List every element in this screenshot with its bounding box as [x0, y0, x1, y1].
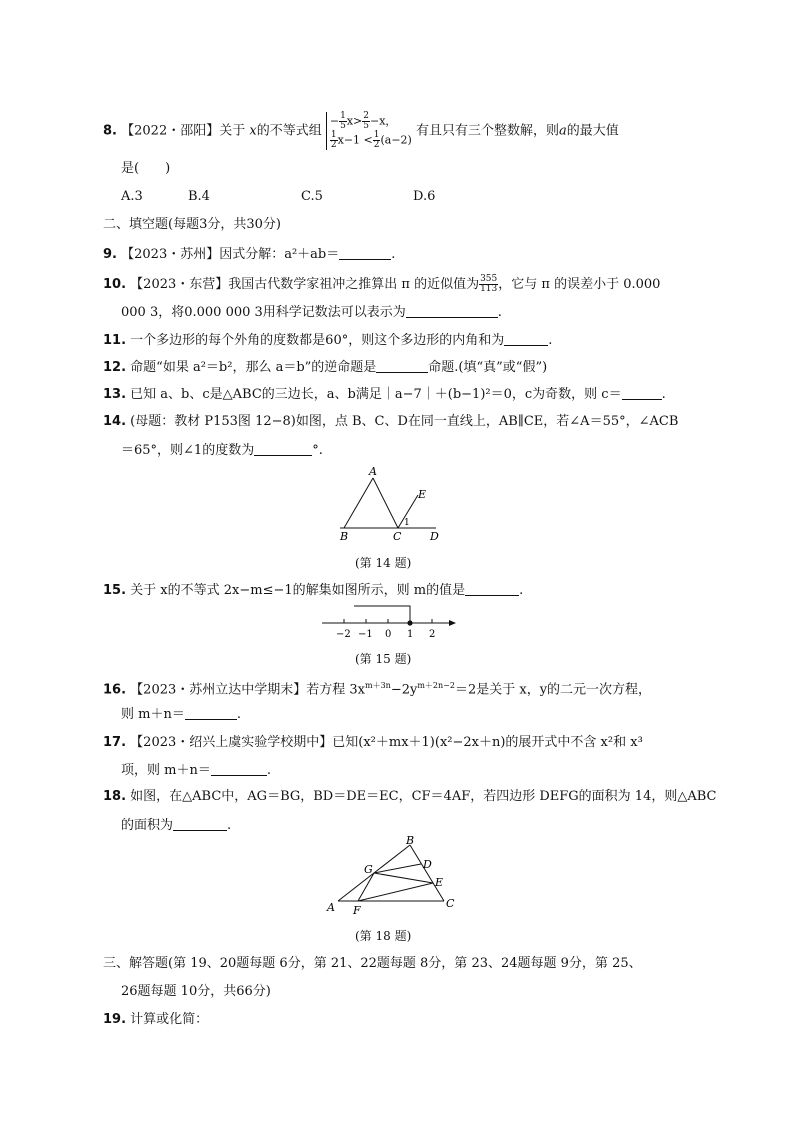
question-text: ＝65°，则∠1的度数为 — [121, 443, 255, 458]
question-text: 【2023・苏州】因式分解：a²＋ab＝ — [121, 247, 340, 262]
question-16 — [103, 677, 651, 699]
fraction: $\frac{1}{2}$ — [330, 130, 337, 150]
question-text: 有且只有三个整数解，则 — [415, 123, 559, 139]
question-text: . — [548, 333, 553, 348]
option-c: C.5 — [301, 189, 323, 204]
answer-blank[interactable] — [622, 385, 662, 400]
tick-label: 1 — [407, 629, 414, 640]
label-e: E — [435, 876, 444, 889]
section-heading-answer: 三、解答题(第 19、20题每题 6分，第 21、22题每题 8分，第 23、24题每题 9分，第 25、 — [103, 956, 642, 971]
answer-blank[interactable] — [254, 441, 312, 456]
exponent: m＋2n−2 — [417, 681, 455, 690]
segment-ge — [374, 873, 433, 883]
question-number: 10. — [103, 277, 127, 292]
segment-ab — [344, 478, 373, 528]
question-10 — [103, 275, 660, 294]
question-text: 【2023・苏州立达中学期末】若方程 3x — [130, 682, 365, 698]
question-text: 命题“如果 a²＝b²，那么 a＝b”的逆命题是 — [130, 360, 377, 375]
label-angle-1: 1 — [404, 518, 410, 528]
question-text: . — [391, 247, 396, 262]
question-text: 的不等式组 — [256, 123, 322, 139]
solid-point — [407, 620, 412, 625]
question-text: 的最大值 — [566, 123, 619, 139]
number-line-figure — [318, 602, 462, 640]
question-text: . — [236, 707, 241, 722]
question-number: 9. — [103, 247, 117, 262]
question-text: 已知 a、b、c是△ABC的三边长，a、b满足｜a−7｜＋(b−1)²＝0，c为奇数，则 c＝ — [130, 387, 622, 402]
question-text: −2y — [390, 682, 418, 698]
question-text: 项，则 m＋n＝ — [121, 763, 211, 778]
segment-fe — [358, 883, 433, 901]
question-text: . — [497, 305, 502, 320]
segment-gd — [374, 864, 421, 873]
answer-blank[interactable] — [339, 245, 391, 260]
label-a: A — [369, 465, 377, 478]
section-heading-fill-in: 二、填空题(每题3分，共30分) — [103, 217, 281, 232]
question-10-line2 — [121, 303, 502, 322]
answer-blank[interactable] — [185, 705, 237, 720]
tick-label: 0 — [385, 629, 392, 640]
answer-blank[interactable] — [406, 303, 498, 318]
figure-18-caption: (第 18 题) — [355, 929, 412, 943]
question-source: 【2022・邵阳】 — [121, 123, 220, 139]
question-text: 关于 — [219, 123, 246, 139]
question-11 — [103, 331, 552, 350]
question-17 — [103, 734, 643, 752]
answer-blank[interactable] — [211, 761, 267, 776]
fraction: $\frac{2}{5}$ — [363, 111, 369, 131]
answer-blank[interactable] — [173, 816, 227, 831]
solution-ray — [354, 606, 410, 623]
label-d: D — [423, 858, 432, 871]
fraction: $\frac{1}{5}$ — [340, 111, 346, 131]
question-number: 14. — [103, 414, 127, 429]
question-text: 计算或化简： — [130, 1012, 209, 1027]
figure-18 — [320, 836, 460, 916]
question-number: 19. — [103, 1012, 127, 1027]
question-19 — [103, 1011, 208, 1029]
label-d: D — [430, 530, 439, 543]
variable: x — [249, 123, 257, 139]
section-heading-answer-line2: 26题每题 10分，共66分) — [121, 984, 271, 999]
question-text: . — [266, 763, 271, 778]
label-b: B — [340, 530, 349, 543]
label-a: A — [327, 901, 335, 914]
question-number: 11. — [103, 333, 127, 348]
question-number: 8. — [103, 123, 117, 139]
answer-blank[interactable] — [376, 358, 428, 373]
question-text: (母题：教材 P153图 12−8)如图，点 B、C、D在同一直线上，AB∥CE，若∠A＝55°，∠ACB — [130, 414, 679, 429]
label-f: F — [353, 904, 361, 916]
option-d: D.6 — [413, 189, 436, 204]
question-text: 则 m＋n＝ — [121, 707, 185, 722]
question-text: 000 3，将0.000 000 3用科学记数法可以表示为 — [121, 305, 406, 320]
question-text: 【2023・东营】我国古代数学家祖冲之推算出 π 的近似值为 — [130, 277, 480, 292]
question-number: 15. — [103, 583, 127, 598]
label-g: G — [364, 863, 373, 876]
question-text: °. — [312, 443, 323, 458]
question-text: 【2023・绍兴上虞实验学校期中】已知(x²＋mx＋1)(x²−2x＋n)的展开式中不含 x²和 x³ — [130, 735, 643, 750]
segment-gf — [358, 873, 374, 901]
question-text: 关于 x的不等式 2x−m≤−1的解集如图所示，则 m的值是 — [130, 583, 466, 598]
question-number: 16. — [103, 682, 127, 698]
inequality-2: $\frac{1}{2}$ x−1 < $\frac{1}{2}$ (a−2) — [330, 130, 412, 150]
question-17-line2 — [121, 761, 271, 780]
question-text: 的面积为 — [121, 818, 174, 833]
tick-label: −1 — [358, 629, 373, 640]
question-15 — [103, 581, 523, 600]
label-b: B — [406, 836, 415, 847]
figure-14 — [330, 462, 450, 544]
inequality-system — [326, 112, 412, 150]
question-8 — [103, 112, 619, 150]
question-text: 命题.(填“真”或“假”) — [428, 360, 548, 375]
question-text: . — [519, 583, 524, 598]
question-text: 一个多边形的每个外角的度数都是60°，则这个多边形的内角和为 — [130, 333, 505, 348]
option-b: B.4 — [188, 189, 210, 204]
question-13 — [103, 385, 666, 404]
tick-label: 2 — [429, 629, 436, 640]
fraction: $\frac{355}{113}$ — [480, 274, 498, 294]
question-text: 如图，在△ABC中，AG＝BG，BD＝DE＝EC，CF＝4AF，若四边形 DEFG的面积为 14，则△ABC — [130, 789, 717, 804]
question-16-line2 — [121, 705, 241, 724]
question-14-line2 — [121, 441, 323, 460]
figure-15-caption: (第 15 题) — [355, 652, 412, 666]
segment-bc — [410, 845, 444, 901]
question-8-line2: 是( ) — [121, 161, 171, 176]
question-text: . — [227, 818, 232, 833]
question-number: 12. — [103, 360, 127, 375]
label-e: E — [418, 488, 427, 501]
tick-label: −2 — [336, 629, 351, 640]
label-c: C — [446, 897, 455, 910]
question-18-line2 — [121, 816, 231, 835]
question-9 — [103, 245, 395, 264]
answer-blank[interactable] — [465, 581, 519, 596]
question-12 — [103, 358, 547, 377]
question-18 — [103, 788, 716, 806]
question-number: 13. — [103, 387, 127, 402]
question-number: 18. — [103, 789, 127, 804]
axis-arrow — [449, 620, 456, 626]
answer-blank[interactable] — [504, 331, 548, 346]
segment-ac — [373, 478, 398, 528]
question-text: ＝2是关于 x，y的二元一次方程， — [454, 682, 652, 698]
exponent: m＋3n — [365, 681, 391, 690]
question-text: ，它与 π 的误差小于 0.000 — [498, 277, 661, 292]
inequality-1: − $\frac{1}{5}$ x> $\frac{2}{5}$ −x， — [329, 111, 397, 131]
question-text: . — [661, 387, 666, 402]
question-14 — [103, 413, 678, 431]
figure-14-caption: (第 14 题) — [355, 556, 412, 570]
fraction: $\frac{1}{2}$ — [373, 130, 380, 150]
label-c: C — [393, 530, 402, 543]
variable: a — [559, 123, 567, 139]
option-a: A.3 — [121, 189, 143, 204]
question-number: 17. — [103, 735, 127, 750]
